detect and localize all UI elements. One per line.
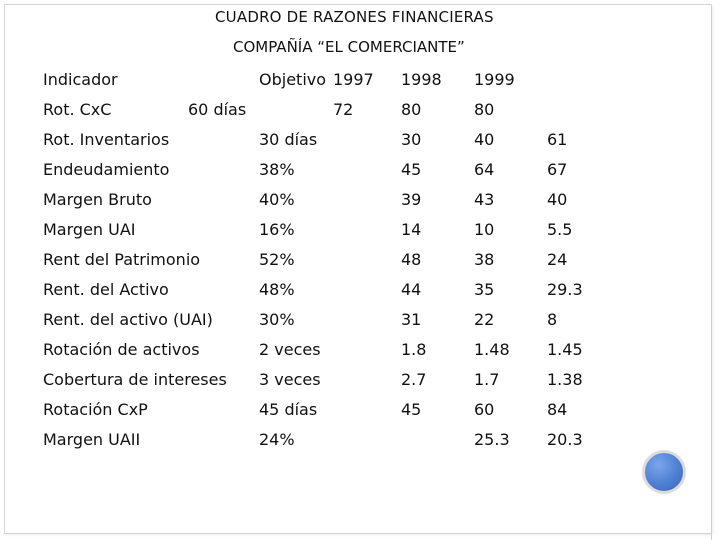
row-value: 45 [401,160,422,179]
row-value-1998: 80 [401,100,422,119]
row-label: Rotación CxP [43,400,148,419]
row-value: 25.3 [474,430,510,449]
row-label: Rent. del activo (UAI) [43,310,213,329]
row-value: 22 [474,310,495,329]
row-label: Margen UAI [43,220,136,239]
row-objetivo: 38% [259,160,295,179]
row-value: 10 [474,220,495,239]
row-value: 64 [474,160,495,179]
row-value: 8 [547,310,558,329]
row-value: 1.45 [547,340,583,359]
row-value: 1.7 [474,370,500,389]
row-value: 29.3 [547,280,583,299]
header-indicador: Indicador [43,70,118,89]
row-objetivo: 30 días [259,130,318,149]
row-value: 14 [401,220,422,239]
row-label: Endeudamiento [43,160,170,179]
row-value: 44 [401,280,422,299]
row-value: 24 [547,250,568,269]
slide-right-border [711,6,712,540]
row-label: Rent. del Activo [43,280,169,299]
row-objetivo: 52% [259,250,295,269]
row-label: Rent del Patrimonio [43,250,201,269]
row-objetivo: 60 días [188,100,247,119]
row-value: 84 [547,400,568,419]
row-label: Rotación de activos [43,340,200,359]
row-objetivo: 48% [259,280,295,299]
row-value: 1.8 [401,340,427,359]
row-value: 43 [474,190,495,209]
row-value: 38 [474,250,495,269]
row-value: 48 [401,250,422,269]
row-value-1997: 72 [333,100,354,119]
row-value: 39 [401,190,422,209]
row-value: 35 [474,280,495,299]
row-objetivo: 40% [259,190,295,209]
page-subtitle: COMPAÑÍA “EL COMERCIANTE” [233,38,465,56]
row-objetivo: 30% [259,310,295,329]
header-1999: 1999 [474,70,515,89]
row-value: 20.3 [547,430,583,449]
row-value: 5.5 [547,220,573,239]
header-1997: 1997 [333,70,374,89]
row-objetivo: 3 veces [259,370,321,389]
row-label: Rot. Inventarios [43,130,170,149]
row-value: 2.7 [401,370,427,389]
row-objetivo: 2 veces [259,340,321,359]
row-value: 61 [547,130,568,149]
row-label: Margen Bruto [43,190,152,209]
row-value: 67 [547,160,568,179]
row-objetivo: 24% [259,430,295,449]
row-value: 45 [401,400,422,419]
header-objetivo: Objetivo [259,70,327,89]
row-label: Cobertura de intereses [43,370,227,389]
row-label: Rot. CxC [43,100,112,119]
row-label: Margen UAII [43,430,141,449]
row-value: 30 [401,130,422,149]
row-value: 40 [474,130,495,149]
row-value: 1.38 [547,370,583,389]
row-value: 60 [474,400,495,419]
row-value: 40 [547,190,568,209]
header-1998: 1998 [401,70,442,89]
row-objetivo: 45 días [259,400,318,419]
row-value-1999: 80 [474,100,495,119]
decorative-circle [642,450,686,494]
row-objetivo: 16% [259,220,295,239]
page-title: CUADRO DE RAZONES FINANCIERAS [215,8,494,26]
row-value: 1.48 [474,340,510,359]
row-value: 31 [401,310,422,329]
